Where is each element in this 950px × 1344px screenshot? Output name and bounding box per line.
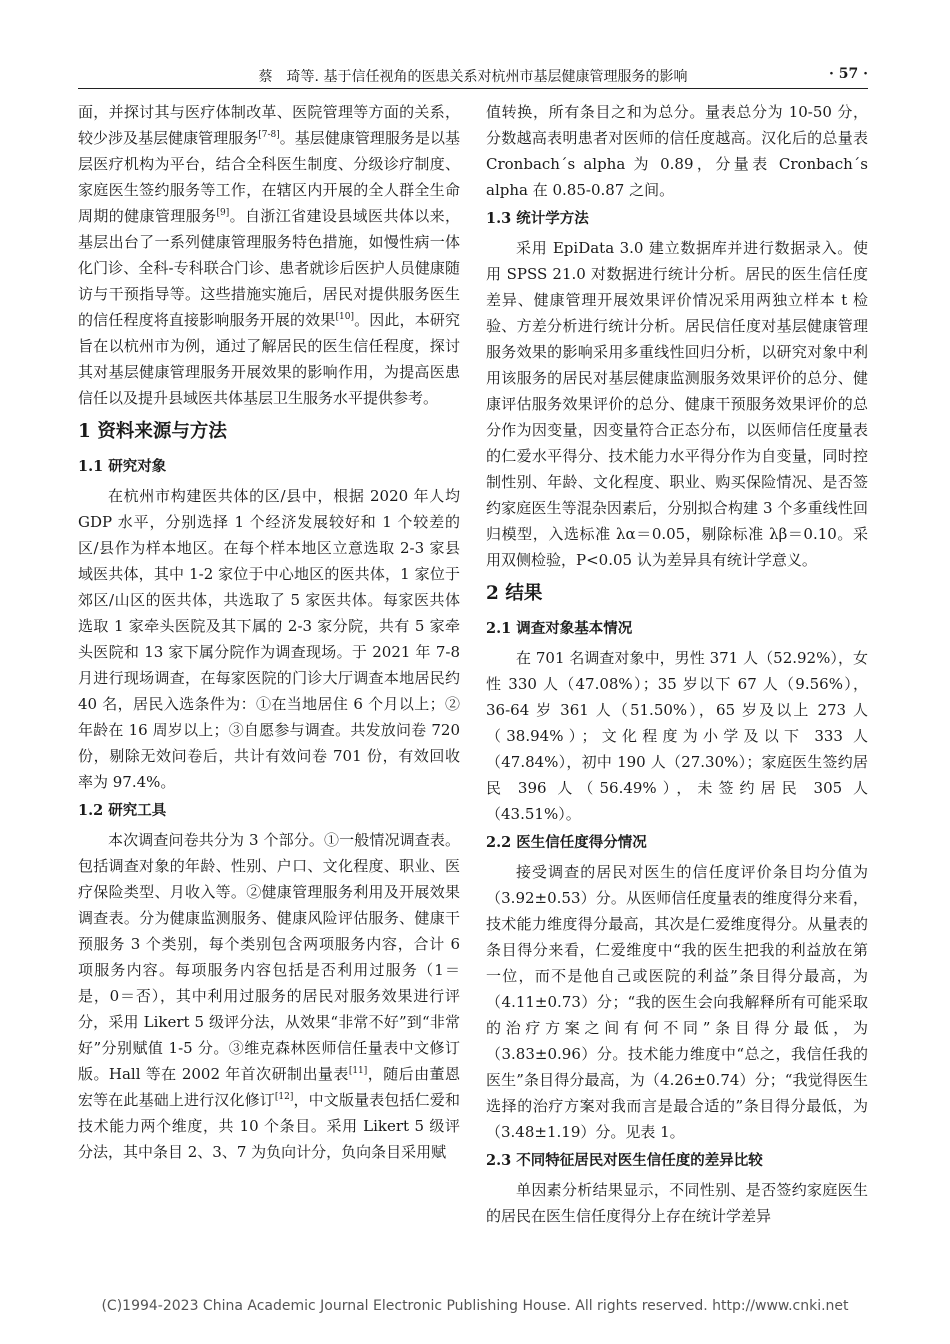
section-heading-methods: 1 资料来源与方法 [78, 421, 227, 442]
copyright-footer: (C)1994-2023 China Academic Journal Electronic Publishing House. All rights reserved. http://www.cnki.net [101, 1298, 849, 1314]
right-column [486, 99, 868, 1229]
tools-text-2: ，随后由董恩宏等在此基础上进行汉化修订 [78, 1065, 460, 1109]
section-heading-results: 2 结果 [486, 583, 543, 604]
citation-12[interactable]: [12] [274, 1092, 294, 1102]
intro-text-1: 面，并探讨其与医疗体制改革、医院管理等方面的关系，较少涉及基层健康管理服务 [78, 103, 460, 147]
citation-10[interactable]: [10] [335, 312, 354, 322]
trust-score-paragraph: 接受调查的居民对医生的信任度评价条目均分值为（3.92±0.53）分。从医师信任度量表的维度得分来看，技术能力维度得分最高，其次是仁爱维度得分。从量表的条目得分来看，仁爱维度中“我的医生把我的利益放在第一位，而不是他自己或医院的利益”条目得分最高，为（4.11±0.73）分；“我的医生会向我解释所有可能采取的治疗方案之间有何不同”条目得分最低，为（3.83±0.96）分。技术能力维度中“总之，我信任我的医生”条目得分最高，为（4.26±0.74）分；“我觉得医生选择的治疗方案对我而言是最合适的”条目得分最低，为（3.48±1.19）分。见表 1。 [486, 863, 868, 1141]
subsection-heading-subjects: 1.1 研究对象 [78, 458, 167, 475]
basic-info-paragraph: 在 701 名调查对象中，男性 371 人（52.92%），女性 330 人（47.08%）；35 岁以下 67 人（9.56%），36-64 岁 361 人（51.50%），65 岁及以上 273 人（38.94%）；文化程度为小学及以下 333 人（47.84%），初中 190 人（27.30%）；家庭医生签约居民 396 人（56.49%），未签约居民 305 人（43.51%）。 [486, 649, 868, 823]
running-header-title: 蔡 琦等. 基于信任视角的医患关系对杭州市基层健康管理服务的影响 [258, 69, 688, 85]
subjects-paragraph: 在杭州市构建医共体的区/县中，根据 2020 年人均 GDP 水平，分别选择 1 个经济发展较好和 1 个较差的区/县作为样本地区。在每个样本地区立意选取 2-3 家县域医共体，其中 1-2 家位于中心地区的医共体，1 家位于郊区/山区的医共体，共选取了 5 家医共体。每家医共体选取 1 家牵头医院及其下属的 2-3 家分院，共有 5 家牵头医院和 13 家下属分院作为调查现场。于 2021 年 7-8 月进行现场调查，在每家医院的门诊大厅调查本地居民约 40 名，居民入选条件为：①在当地居住 6 个月以上；②年龄在 16 周岁以上；③自愿参与调查。共发放问卷 720 份，剔除无效问卷后，共计有效问卷 701 份，有效回收率为 97.4%。 [78, 487, 460, 791]
left-column [78, 99, 460, 1165]
citation-11[interactable]: [11] [348, 1066, 368, 1076]
scale-scoring-paragraph: 值转换，所有条目之和为总分。量表总分为 10-50 分，分数越高表明患者对医师的信任度越高。汉化后的总量表 Cronbach´s alpha 为 0.89，分量表 Cronbach´s alpha 在 0.85-0.87 之间。 [486, 103, 868, 199]
running-header [78, 60, 868, 89]
trust-diff-paragraph: 单因素分析结果显示，不同性别、是否签约家庭医生的居民在医生信任度得分上存在统计学差异 [486, 1181, 868, 1225]
intro-text-4: 。因此，本研究旨在以杭州市为例，通过了解居民的医生信任程度，探讨其对基层健康管理服务开展效果的影响作用，为提高医患信任以及提升县域医共体基层卫生服务水平提供参考。 [78, 311, 460, 407]
statistics-paragraph: 采用 EpiData 3.0 建立数据库并进行数据录入。使用 SPSS 21.0 对数据进行统计分析。居民的医生信任度差异、健康管理开展效果评价情况采用两独立样本 t 检验、方差分析进行统计分析。居民信任度对基层健康管理服务效果的影响采用多重线性回归分析，以研究对象中利用该服务的居民对基层健康监测服务效果评价的总分、健康评估服务效果评价的总分、健康干预服务效果评价的总分作为因变量，因变量符合正态分布，以医师信任度量表的仁爱水平得分、技术能力水平得分作为自变量，同时控制性别、年龄、文化程度、职业、购买保险情况、是否签约家庭医生等混杂因素后，分别拟合构建 3 个多重线性回归模型，入选标准 λα＝0.05，剔除标准 λβ＝0.10。采用双侧检验，P<0.05 认为差异具有统计学意义。 [486, 239, 868, 569]
intro-text-2: 。基层健康管理服务是以基层医疗机构为平台，结合全科医生制度、分级诊疗制度、家庭医生签约服务等工作，在辖区内开展的全人群全生命周期的健康管理服务 [78, 129, 460, 225]
page-number: · 57 · [829, 66, 868, 82]
tools-text-3: ，中文版量表包括仁爱和技术能力两个维度，共 10 个条目。采用 Likert 5 级评分法，其中条目 2、3、7 为负向计分，负向条目采用赋 [78, 1091, 460, 1161]
intro-paragraph [78, 99, 460, 411]
subsection-heading-trust-diff: 2.3 不同特征居民对医生信任度的差异比较 [486, 1152, 763, 1169]
subsection-heading-basic-info: 2.1 调查对象基本情况 [486, 620, 633, 637]
subsection-heading-statistics: 1.3 统计学方法 [486, 210, 589, 227]
intro-text-3: 。自浙江省建设县域医共体以来，基层出台了一系列健康管理服务特色措施，如慢性病一体化门诊、全科-专科联合门诊、患者就诊后医护人员健康随访与干预指导等。这些措施实施后，居民对提供服务医生的信任程度将直接影响服务开展的效果 [78, 207, 460, 329]
tools-paragraph [78, 827, 460, 1165]
subsection-heading-tools: 1.2 研究工具 [78, 802, 167, 819]
citation-9[interactable]: [9] [216, 208, 230, 218]
citation-7-8[interactable]: [7-8] [258, 130, 280, 140]
tools-text-1: 本次调查问卷共分为 3 个部分。①一般情况调查表。包括调查对象的年龄、性别、户口、文化程度、职业、医疗保险类型、月收入等。②健康管理服务利用及开展效果调查表。分为健康监测服务、健康风险评估服务、健康干预服务 3 个类别，每个类别包含两项服务内容，合计 6 项服务内容。每项服务内容包括是否利用过服务（1＝是，0＝否），其中利用过服务的居民对服务效果进行评分，采用 Likert 5 级评分法，从效果“非常不好”到“非常好”分别赋值 1-5 分。③维克森林医师信任量表中文修订版。Hall 等在 2002 年首次研制出量表 [78, 831, 460, 1083]
subsection-heading-trust-score: 2.2 医生信任度得分情况 [486, 834, 647, 851]
